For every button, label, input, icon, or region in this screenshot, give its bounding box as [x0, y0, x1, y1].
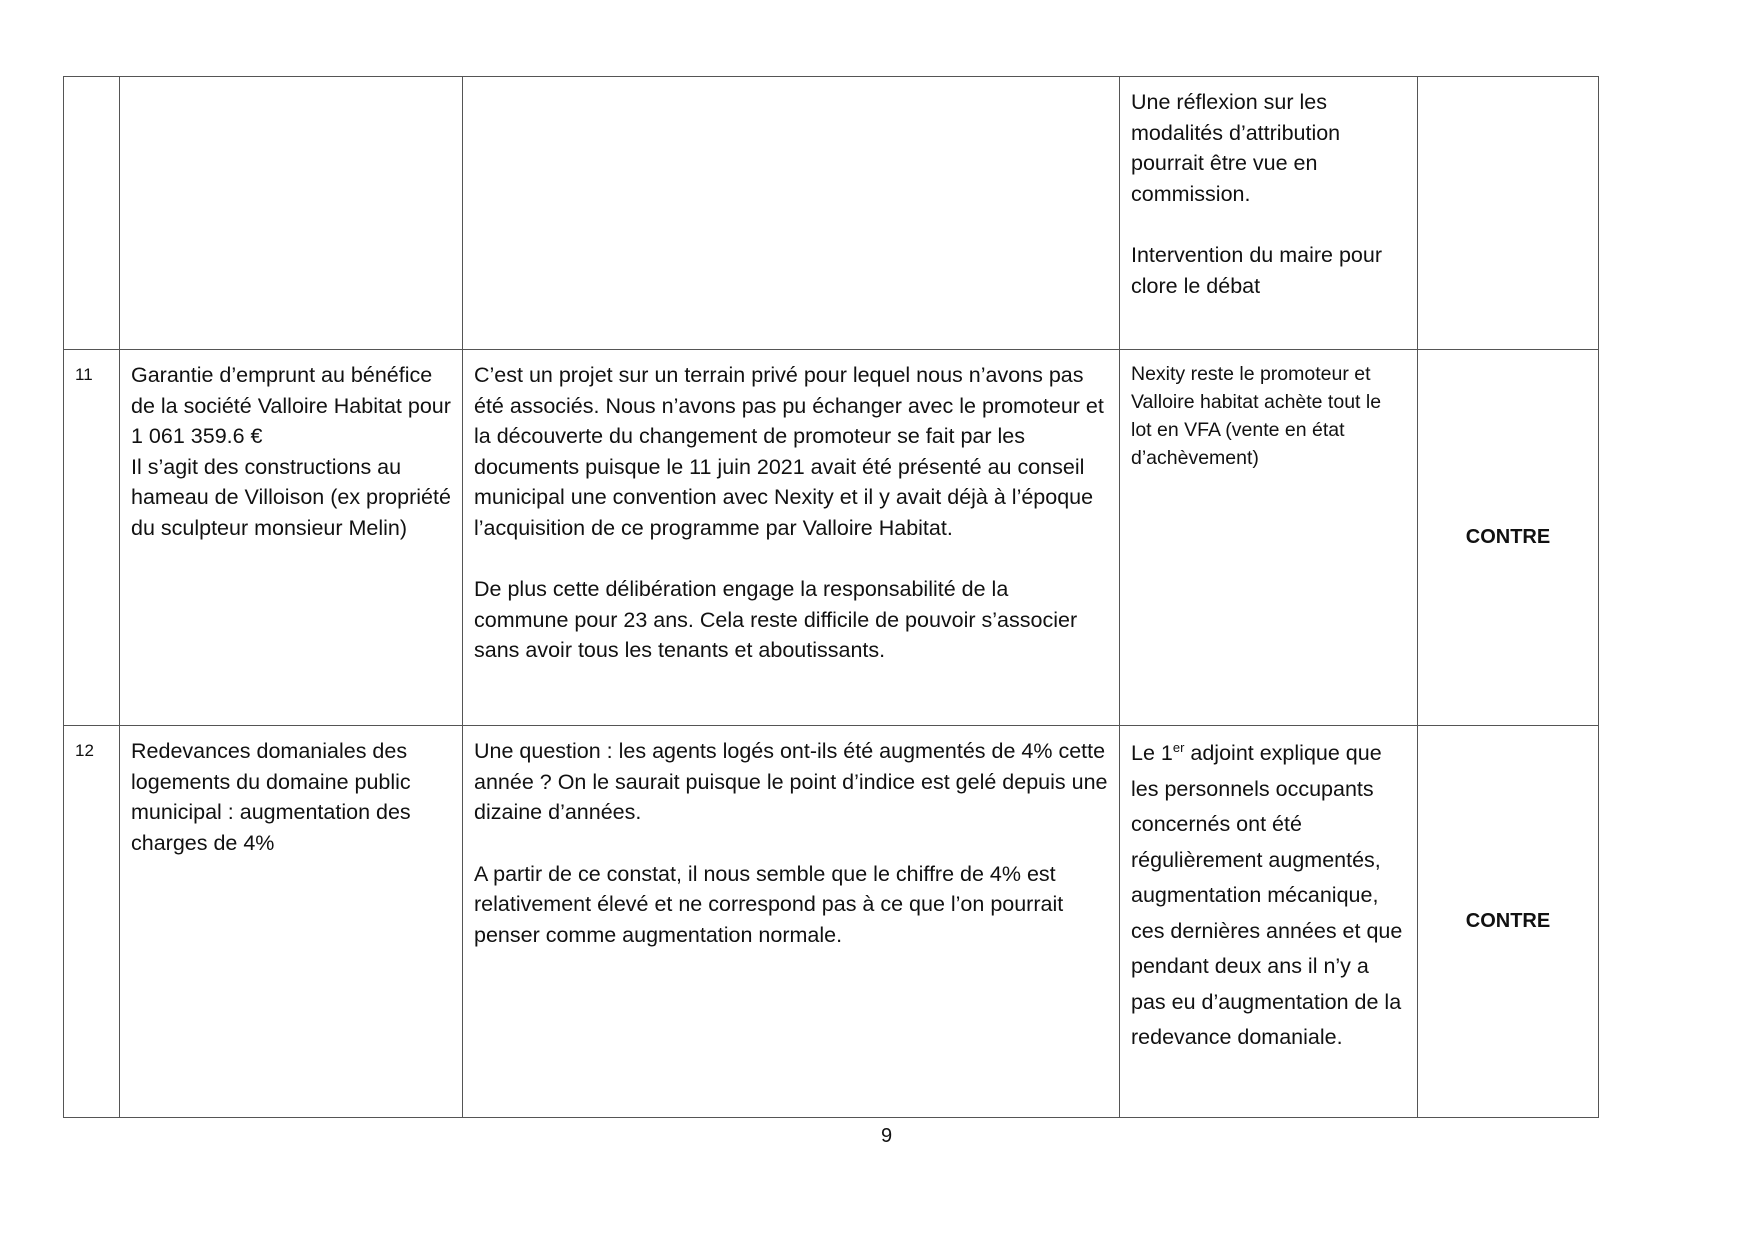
- response-prefix: Le 1: [1131, 741, 1173, 765]
- subject-line: Il s’agit des constructions au hameau de Villoison (ex propriété du sculpteur monsieur Melin): [131, 454, 451, 540]
- response-paragraph: Intervention du maire pour clore le débat: [1131, 243, 1382, 298]
- table-row: [64, 726, 1599, 1118]
- response-rest: adjoint explique que les personnels occupants concernés ont été régulièrement augmentés, augmentation mécanique, ces dernières années et que pendant deux ans il n’y a pas eu d’augmentation de la redevance domaniale.: [1131, 741, 1403, 1049]
- row-number-cell: 11: [64, 350, 120, 726]
- intervention-paragraph: A partir de ce constat, il nous semble que le chiffre de 4% est relativement élevé et ne correspond pas à ce que l’on pourrait penser comme augmentation normale.: [474, 861, 1064, 947]
- subject-cell: Redevances domaniales des logements du domaine public municipal : augmentation des charges de 4%: [120, 726, 463, 1118]
- subject-line: Garantie d’emprunt au bénéfice de la société Valloire Habitat pour 1 061 359.6 €: [131, 363, 451, 448]
- intervention-cell: [463, 350, 1120, 726]
- table-row: [64, 77, 1599, 350]
- row-number-cell: [64, 77, 120, 350]
- response-cell: [1120, 726, 1418, 1118]
- table-row: [64, 350, 1599, 726]
- subject-cell: [120, 77, 463, 350]
- response-paragraph: Une réflexion sur les modalités d’attribution pourrait être vue en commission.: [1131, 90, 1341, 206]
- intervention-paragraph: Une question : les agents logés ont-ils été augmentés de 4% cette année ? On le saurait puisque le point d’indice est gelé depuis une dizaine d’années.: [474, 739, 1108, 824]
- vote-cell: CONTRE: [1418, 350, 1599, 726]
- intervention-cell: [463, 726, 1120, 1118]
- intervention-paragraph: De plus cette délibération engage la responsabilité de la commune pour 23 ans. Cela reste difficile de pouvoir s’associer sans avoir tous les tenants et aboutissants.: [474, 577, 1078, 662]
- council-table: [63, 76, 1599, 1118]
- intervention-cell: [463, 77, 1120, 350]
- response-paragraph: [1131, 736, 1406, 1056]
- response-cell: [1120, 77, 1418, 350]
- page-number: 9: [880, 1125, 893, 1147]
- vote-cell: [1418, 77, 1599, 350]
- ordinal-superscript: er: [1172, 739, 1185, 755]
- row-number-cell: 12: [64, 726, 120, 1118]
- subject-cell: [120, 350, 463, 726]
- vote-cell: CONTRE: [1418, 726, 1599, 1118]
- intervention-paragraph: C’est un projet sur un terrain privé pour lequel nous n’avons pas été associés. Nous n’avons pas pu échanger avec le promoteur et la découverte du changement de promoteur se fait par les documents puisque le 11 juin 2021 avait été présenté au conseil municipal une convention avec Nexity et il y avait déjà à l’époque l’acquisition de ce programme par Valloire Habitat.: [474, 363, 1104, 540]
- response-cell: Nexity reste le promoteur et Valloire habitat achète tout le lot en VFA (vente en état d’achèvement): [1120, 350, 1418, 726]
